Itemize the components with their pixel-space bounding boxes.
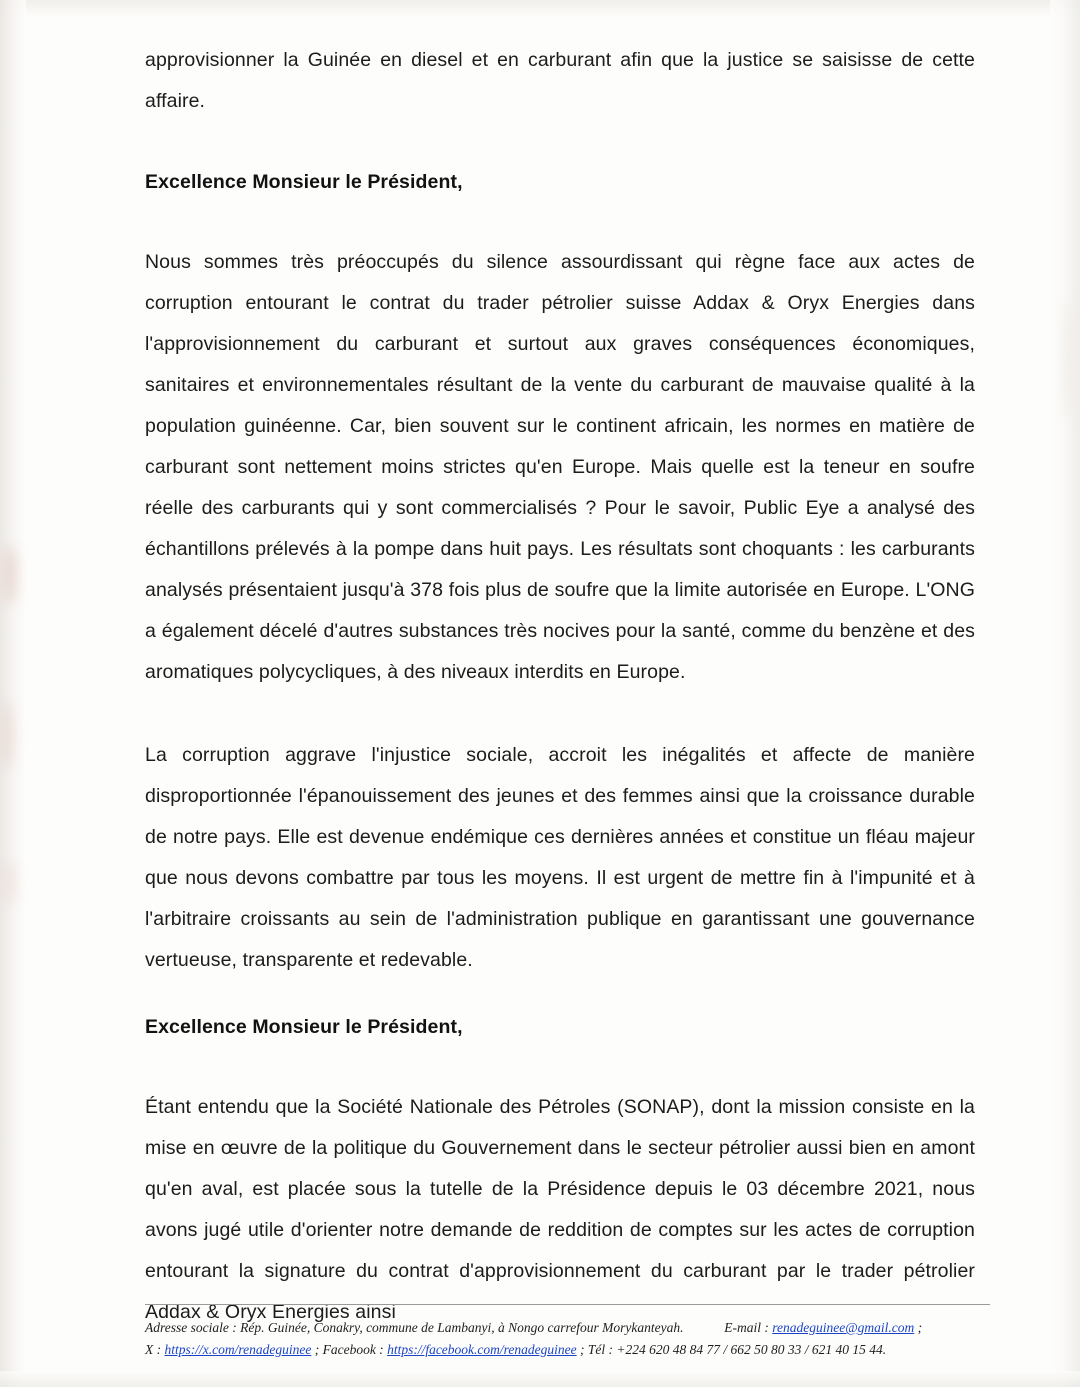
paragraph-corruption-silence: Nous sommes très préoccupés du silence assourdissant qui règne face aux actes de corruption entourant le contrat du trader pétrolier suisse Addax & Oryx Energies dans l'approvisionnement du carburant et surtout aux graves conséquences économiques, sanitaires et environnementales résultant de la vente du carburant de mauvaise qualité à la population guinéenne. Car, bien souvent sur le continent africain, les normes en matière de carburant sont nettement moins strictes qu'en Europe. Mais quelle est la teneur en soufre réelle des carburants qui y sont commercialisés ? Pour le savoir, Public Eye a analysé des échantillons prélevés à la pompe dans huit pays. Les résultats sont choquants : les carburants analysés présentaient jusqu'à 378 fois plus de soufre que la limite autorisée en Europe. L'ONG a également décelé d'autres substances très nocives pour la santé, comme du benzène et des aromatiques polycycliques, à des niveaux interdits en Europe. <box>145 251 975 683</box>
scan-shadow-left <box>0 0 26 1387</box>
salutation-heading-2: Excellence Monsieur le Président, <box>145 1016 463 1038</box>
scan-shadow-bottom <box>0 1371 1080 1387</box>
footer-email-link[interactable]: renadeguinee@gmail.com <box>772 1320 915 1335</box>
paragraph-corruption-injustice: La corruption aggrave l'injustice sociale, accroit les inégalités et affecte de manière disproportionnée l'épanouissement des jeunes et des femmes ainsi que la croissance durable de notre pays. Elle est devenue endémique ces dernières années et constitue un fléau majeur que nous devons combattre par tous les moyens. Il est urgent de mettre fin à l'impunité et à l'arbitraire croissants au sein de l'administration publique en garantissant une gouvernance vertueuse, transparente et redevable. <box>145 744 975 971</box>
footer-line-address <box>145 1317 1010 1339</box>
paragraph-continuation: approvisionner la Guinée en diesel et en carburant afin que la justice se saisisse de cette affaire. <box>145 49 975 112</box>
scan-shadow-right <box>1050 0 1080 1387</box>
footer-social-separator: ; Facebook : <box>311 1342 388 1357</box>
footer-email-label: E-mail : <box>724 1320 773 1335</box>
scan-shadow-top <box>0 0 1080 18</box>
footer-x-link[interactable]: https://x.com/renadeguinee <box>164 1342 312 1357</box>
footer-divider <box>145 1304 990 1305</box>
salutation-heading-1: Excellence Monsieur le Président, <box>145 171 463 193</box>
footer-address-text: Adresse sociale : Rép. Guinée, Conakry, commune de Lambanyi, à Nongo carrefour Morykanteyah. <box>145 1320 684 1335</box>
footer-x-label: X : <box>145 1342 165 1357</box>
footer-email-suffix: ; <box>914 1320 923 1335</box>
paragraph-sonap: Étant entendu que la Société Nationale des Pétroles (SONAP), dont la mission consiste en la mise en œuvre de la politique du Gouvernement dans le secteur pétrolier aussi bien en amont qu'en aval, est placée sous la tutelle de la Présidence depuis le 03 décembre 2021, nous avons jugé utile d'orienter notre demande de reddition de comptes sur les actes de corruption entourant la signature du contrat d'approvisionnement du carburant par le trader pétrolier Addax & Oryx Energies ainsi <box>145 1096 975 1323</box>
document-body <box>145 40 975 1359</box>
page-footer <box>145 1304 1010 1361</box>
footer-facebook-link[interactable]: https://facebook.com/renadeguinee <box>387 1342 577 1357</box>
footer-phone-text: ; Tél : +224 620 48 84 77 / 662 50 80 33 / 621 40 15 44. <box>576 1342 887 1357</box>
footer-line-social <box>145 1339 1010 1361</box>
